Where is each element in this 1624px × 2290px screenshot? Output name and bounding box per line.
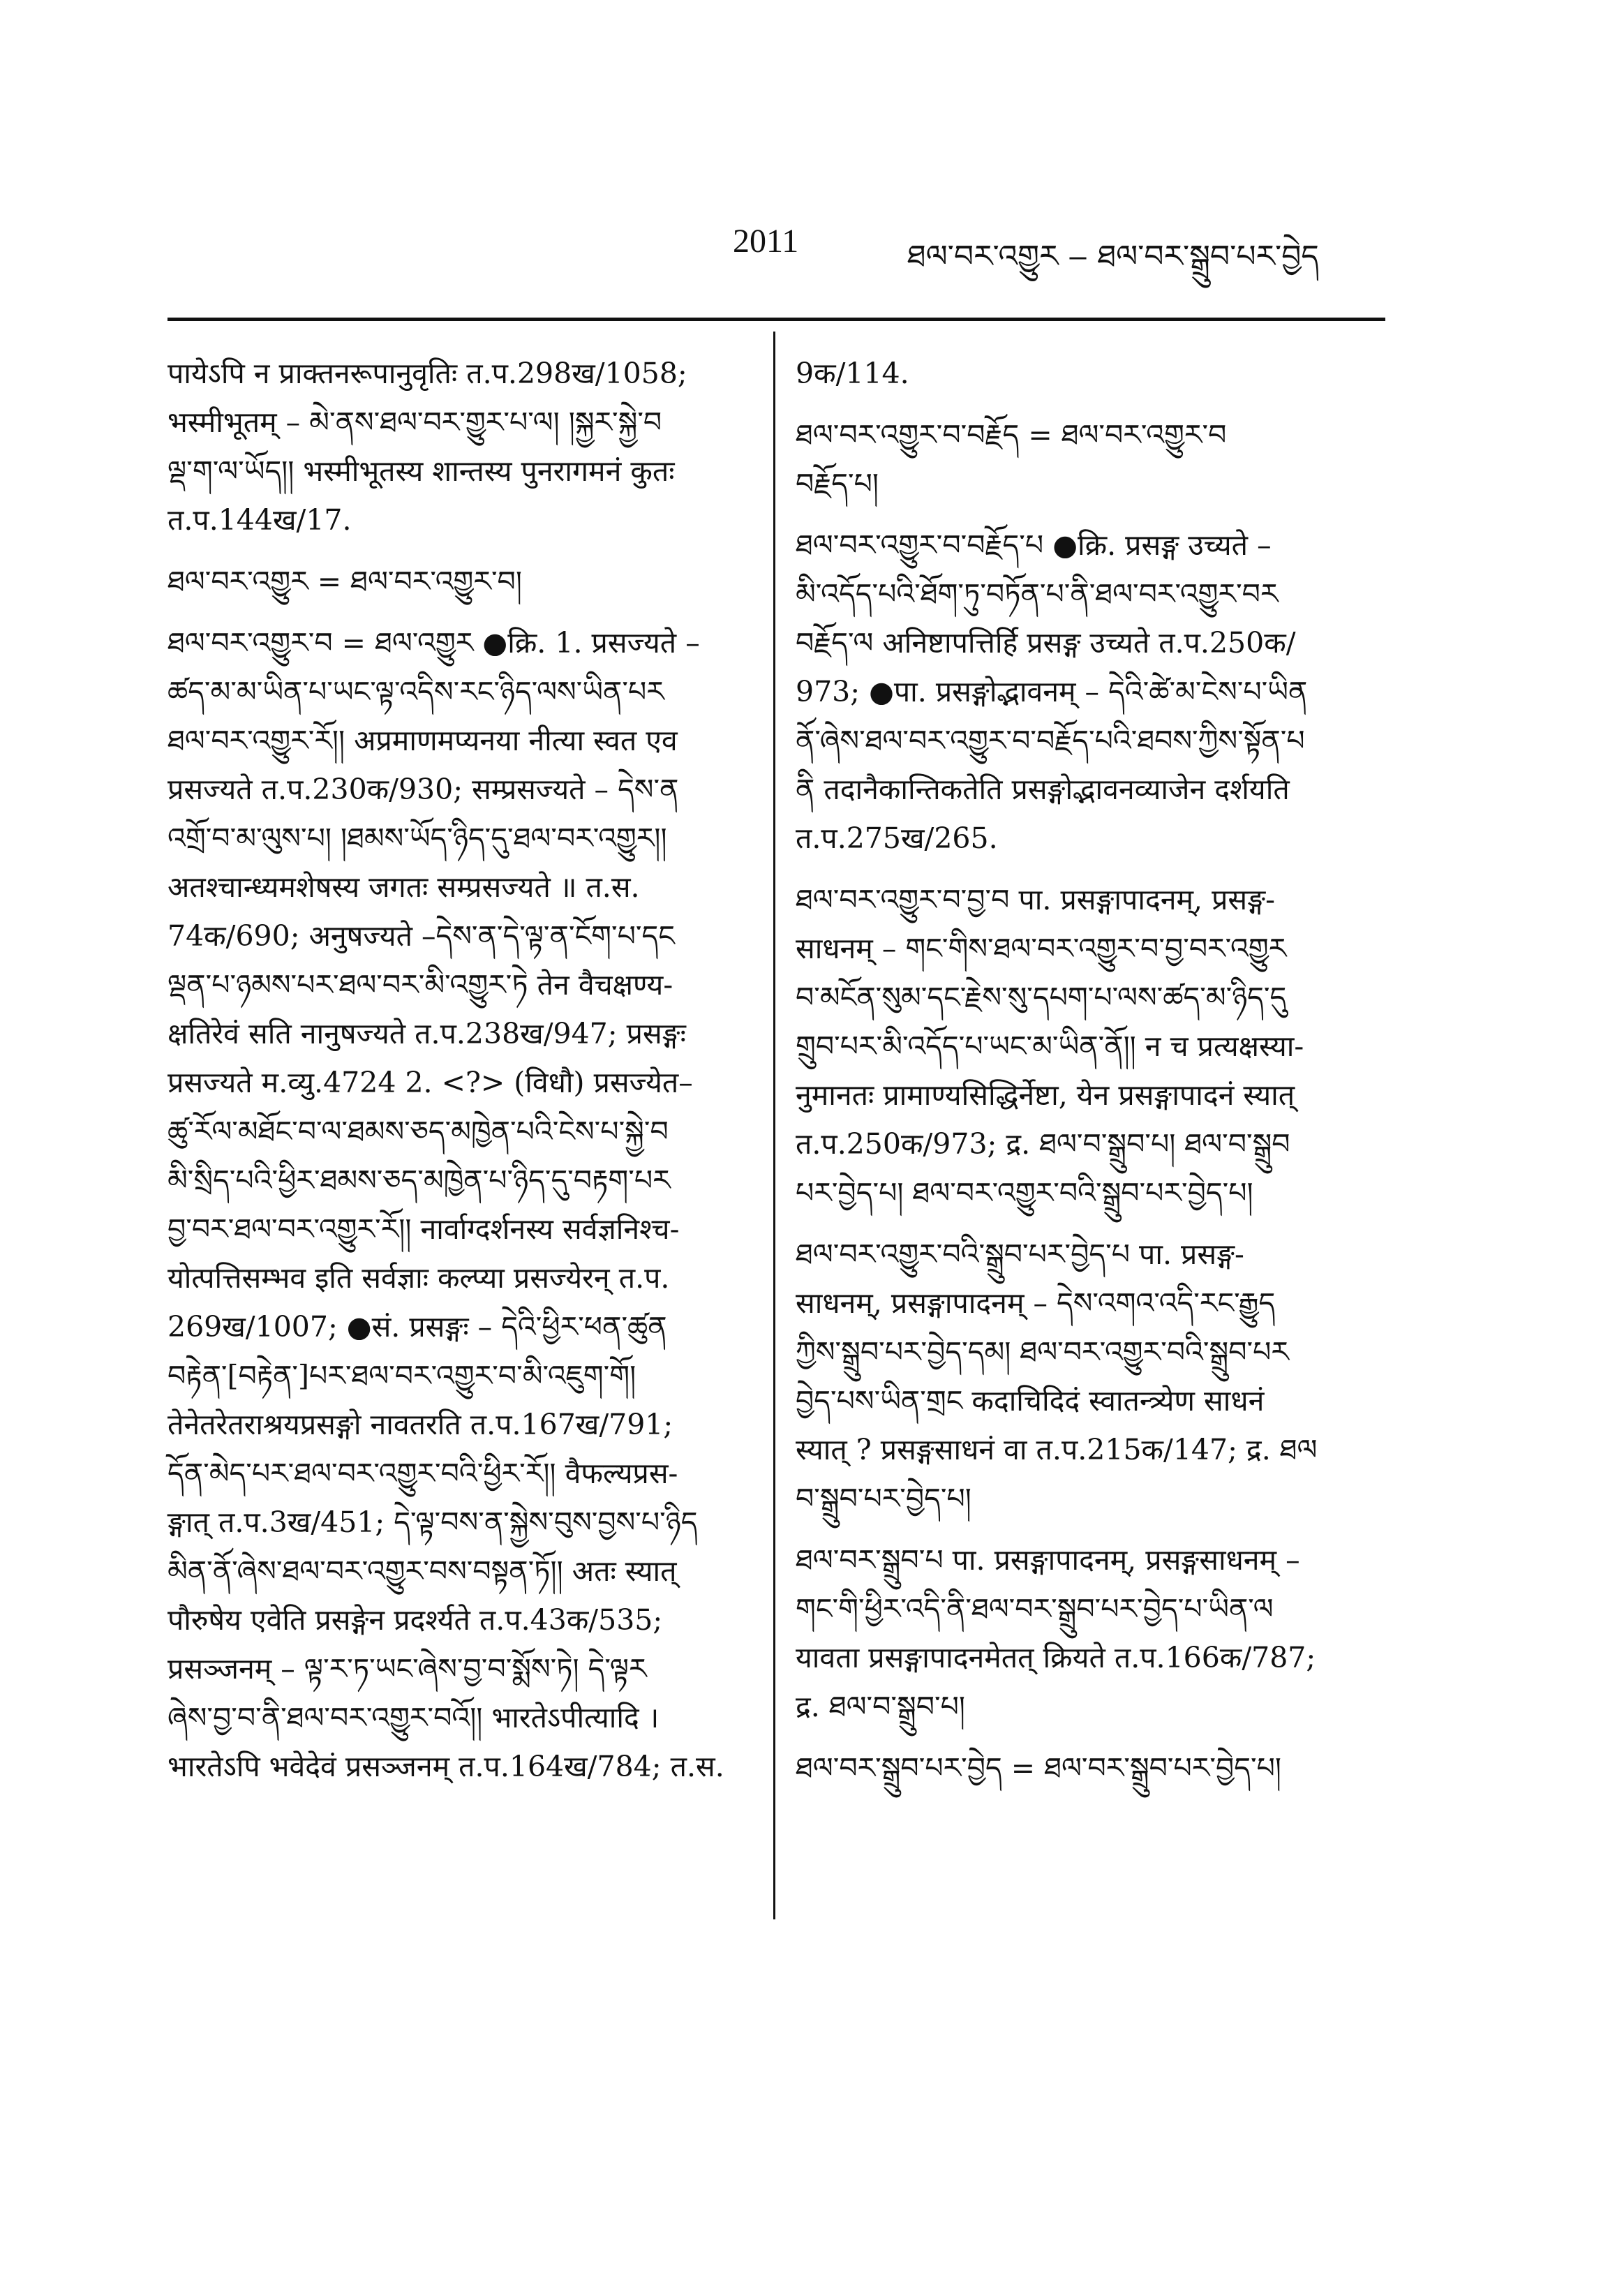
dictionary-entry xyxy=(167,618,747,1791)
entry-line: त.प.250क/973; द्र. ཐལ་བ་སྒྲུབ་པ། ཐལ་བ་སྒྲུབ xyxy=(796,1127,1290,1161)
entry-line: ལྡ་ག་ལ་ཡོད།། भस्मीभूतस्य शान्तस्य पुनरागमनं कुतः xyxy=(167,454,675,488)
top-rule xyxy=(167,318,1385,321)
entry-line: 269ख/1007; ●सं. प्रसङ्गः – དེའི་ཕྱིར་ཕན་ཚུན xyxy=(167,1310,667,1344)
entry-line: क्षतिरेवं सति नानुषज्यते त.प.238ख/947; प्रसङ्गः xyxy=(167,1017,686,1050)
entry-line: ཚུ་རོལ་མཐོང་བ་ལ་ཐམས་ཅད་མཁྱེན་པའི་ངེས་པ་སྐྱེ་བ xyxy=(167,1115,669,1148)
entry-line: ཐལ་བར་འགྱུར་བ་བྱ་བ पा. प्रसङ्गापादनम्, प्रसङ्ग- xyxy=(796,883,1275,916)
dictionary-entry xyxy=(167,349,747,544)
entry-line: ཐལ་བར་འགྱུར་བ = ཐལ་འགྱུར ●क्रि. 1. प्रसज्यते – xyxy=(167,626,700,660)
entry-line: ཀྱིས་སྒྲུབ་པར་བྱེད་དམ། ཐལ་བར་འགྱུར་བའི་སྒྲུབ་པར xyxy=(796,1335,1289,1369)
entry-line: ཐལ་བར་འགྱུར་བའི་སྒྲུབ་པར་བྱེད་པ पा. प्रसङ्ग- xyxy=(796,1237,1244,1271)
entry-line: ཐལ་བར་འགྱུར = ཐལ་བར་འགྱུར་བ། xyxy=(167,565,522,598)
entry-line: साधनम्, प्रसङ्गापादनम् – དེས་འགའ་འདི་རང་རྒྱུད xyxy=(796,1286,1276,1320)
running-head: ཐལ་བར་འགྱུར ‒ ཐལ་བར་སྒྲུབ་པར་བྱེད xyxy=(907,239,1319,274)
entry-line: ནི तदानैकान्तिकतेति प्रसङ्गोद्भावनव्याजेन दर्शयति xyxy=(796,773,1290,806)
entry-line: 74क/690; अनुषज्यते –དེས་ན་དེ་ལྟ་ན་ངོག་པ་དང xyxy=(167,919,675,953)
dictionary-entry xyxy=(796,875,1385,1217)
dictionary-entry xyxy=(796,1230,1385,1523)
entry-line: བྱེད་པས་ཡིན་གྲང कदाचिदिदं स्वातन्त्र्येण साधनं xyxy=(796,1384,1265,1418)
entry-line: योत्पत्तिसम्भव इति सर्वज्ञाः कल्प्या प्रसज्येरन् त.प. xyxy=(167,1261,670,1295)
entry-line: མིན་ནོ་ཞེས་ཐལ་བར་འགྱུར་བས་བསྟན་ཏོ།། अतः स्यात् xyxy=(167,1554,677,1588)
entry-line: प्रसज्यते म.व्यु.4724 2. <?> (विधौ) प्रसज्येत– xyxy=(167,1066,693,1099)
entry-line: གང་གི་ཕྱིར་འདི་ནི་ཐལ་བར་སྒྲུབ་པར་བྱེད་པ་ཡིན་ལ xyxy=(796,1592,1274,1626)
entry-line: प्रसज्यते त.प.230क/930; सम्प्रसज्यते – དེས་ན xyxy=(167,773,679,806)
right-column xyxy=(796,349,1385,1805)
entry-line: བརྟེན་[བརྟེན་]པར་ཐལ་བར་འགྱུར་བ་མི་འཇུག་གོ། xyxy=(167,1359,636,1392)
entry-line: भारतेऽपि भवेदेवं प्रसञ्जनम् त.प.164ख/784; त.स. xyxy=(167,1750,724,1783)
entry-line: མི་སྲིད་པའི་ཕྱིར་ཐམས་ཅད་མཁྱེན་པ་ཉིད་དུ་བརྟག་པར xyxy=(167,1163,671,1197)
entry-line: ཞེས་བྱ་བ་ནི་ཐལ་བར་འགྱུར་བའོ།། भारतेऽपीत्यादि । xyxy=(167,1701,660,1734)
entry-line: द्र. ཐལ་བ་སྒྲུབ་པ། xyxy=(796,1690,965,1723)
left-column xyxy=(167,349,747,1804)
entry-line: नुमानतः प्रामाण्यसिद्धिर्नेष्टा, येन प्रसङ्गापादनं स्यात् xyxy=(796,1078,1295,1112)
entry-line: དོན་མེད་པར་ཐལ་བར་འགྱུར་བའི་ཕྱིར་རོ།། वैफल्यप्रस- xyxy=(167,1457,678,1490)
entry-line: ཐལ་བར་སྒྲུབ་པ पा. प्रसङ्गापादनम्, प्रसङ्गसाधनम् – xyxy=(796,1543,1300,1577)
entry-line: འགྲོ་བ་མ་ལུས་པ། །ཐམས་ཡོད་ཉིད་དུ་ཐལ་བར་འགྱུར།། xyxy=(167,821,667,855)
entry-line: प्रसञ्जनम् – ལྟ་ར་ཏ་ཡང་ཞེས་བྱ་བ་སྨོས་ཏེ། དེ་ལྟར xyxy=(167,1652,647,1686)
entry-line: ཚད་མ་མ་ཡིན་པ་ཡང་ལྟ་འདིས་རང་ཉིད་ལས་ཡིན་པར xyxy=(167,675,664,708)
page-number: 2011 xyxy=(733,223,799,260)
dictionary-entry xyxy=(796,1536,1385,1731)
entry-line: ཐལ་བར་སྒྲུབ་པར་བྱེད = ཐལ་བར་སྒྲུབ་པར་བྱེད་པ། xyxy=(796,1751,1281,1785)
entry-line: त.प.144ख/17. xyxy=(167,503,352,537)
entry-line: पायेऽपि न प्राक्तनरूपानुवृतिः त.प.298ख/1058; xyxy=(167,357,687,390)
entry-line: ཐལ་བར་འགྱུར་བ་བརྗོད་པ ●क्रि. प्रसङ्ग उच्यते – xyxy=(796,528,1272,562)
dictionary-entry xyxy=(167,557,747,606)
entry-line: མི་འདོད་པའི་ཐོག་ཏུ་བཏོན་པ་ནི་ཐལ་བར་འགྱུར་བར xyxy=(796,577,1279,611)
dictionary-entry xyxy=(796,349,1385,398)
dictionary-entry xyxy=(796,410,1385,508)
entry-line: བ་སྒྲུབ་པར་བྱེད་པ། xyxy=(796,1482,971,1515)
entry-line: 973; ●पा. प्रसङ्गोद्भावनम् – དེའི་ཚེ་མ་ངེས་པ་ཡིན xyxy=(796,675,1308,708)
entry-line: ནོ་ཞེས་ཐལ་བར་འགྱུར་བ་བརྗོད་པའི་ཐབས་ཀྱིས་སྟོན་པ xyxy=(796,724,1305,757)
dictionary-entry xyxy=(796,1743,1385,1792)
entry-line: ལྡན་པ་ཉམས་པར་ཐལ་བར་མི་འགྱུར་ཏེ तेन वैचक्षण्य- xyxy=(167,968,673,1002)
entry-line: ཐལ་བར་འགྱུར་བ་བརྗོད = ཐལ་བར་འགྱུར་བ xyxy=(796,418,1227,452)
column-divider xyxy=(773,332,775,1919)
entry-line: 9क/114. xyxy=(796,357,909,390)
entry-line: གྲུབ་པར་མི་འདོད་པ་ཡང་མ་ཡིན་ནོ།། न च प्रत्यक्षस्या- xyxy=(796,1029,1304,1063)
entry-line: བྱ་བར་ཐལ་བར་འགྱུར་རོ།། नार्वाग्दर्शनस्य सर्वज्ञनिश्च- xyxy=(167,1212,680,1246)
entry-line: त.प.275ख/265. xyxy=(796,821,998,855)
entry-line: པར་བྱེད་པ། ཐལ་བར་འགྱུར་བའི་སྒྲུབ་པར་བྱེད་པ། xyxy=(796,1176,1253,1210)
entry-line: यावता प्रसङ्गापादनमेतत् क्रियते त.प.166क/787; xyxy=(796,1641,1316,1674)
entry-line: भस्मीभूतम् – མེ་ནས་ཐལ་བར་གྱུར་པ་ལ། །སྐྱར་སྐྱེ་བ xyxy=(167,406,662,439)
dictionary-entry xyxy=(796,521,1385,863)
entry-line: བརྗོད་པ། xyxy=(796,467,879,500)
entry-line: अतश्चान्ध्यमशेषस्य जगतः सम्प्रसज्यते ॥ त.स. xyxy=(167,870,640,904)
entry-line: स्यात् ? प्रसङ्गसाधनं वा त.प.215क/147; द्र. ཐལ xyxy=(796,1433,1318,1466)
entry-line: तेनेतरेतराश्रयप्रसङ्गो नावतरति त.प.167ख/791; xyxy=(167,1408,673,1441)
entry-line: ཐལ་བར་འགྱུར་རོ།། अप्रमाणमप्यनया नीत्या स्वत एव xyxy=(167,724,678,757)
entry-line: བ་མངོན་སུམ་དང་རྗེས་སུ་དཔག་པ་ལས་ཚད་མ་ཉིད་དུ xyxy=(796,981,1287,1014)
entry-line: पौरुषेय एवेति प्रसङ्गेन प्रदर्श्यते त.प.43क/535; xyxy=(167,1603,663,1637)
entry-line: साधनम् – གང་གིས་ཐལ་བར་འགྱུར་བ་བྱ་བར་འགྱུར xyxy=(796,932,1287,965)
entry-line: ङ्गात् त.प.3ख/451; དེ་ལྟ་བས་ན་སྐྱེས་བུས་བྱས་པ་ཉིད xyxy=(167,1505,698,1539)
entry-line: བརྗོད་ལ अनिष्टापत्तिर्हि प्रसङ्ग उच्यते त.प.250क/ xyxy=(796,626,1296,660)
